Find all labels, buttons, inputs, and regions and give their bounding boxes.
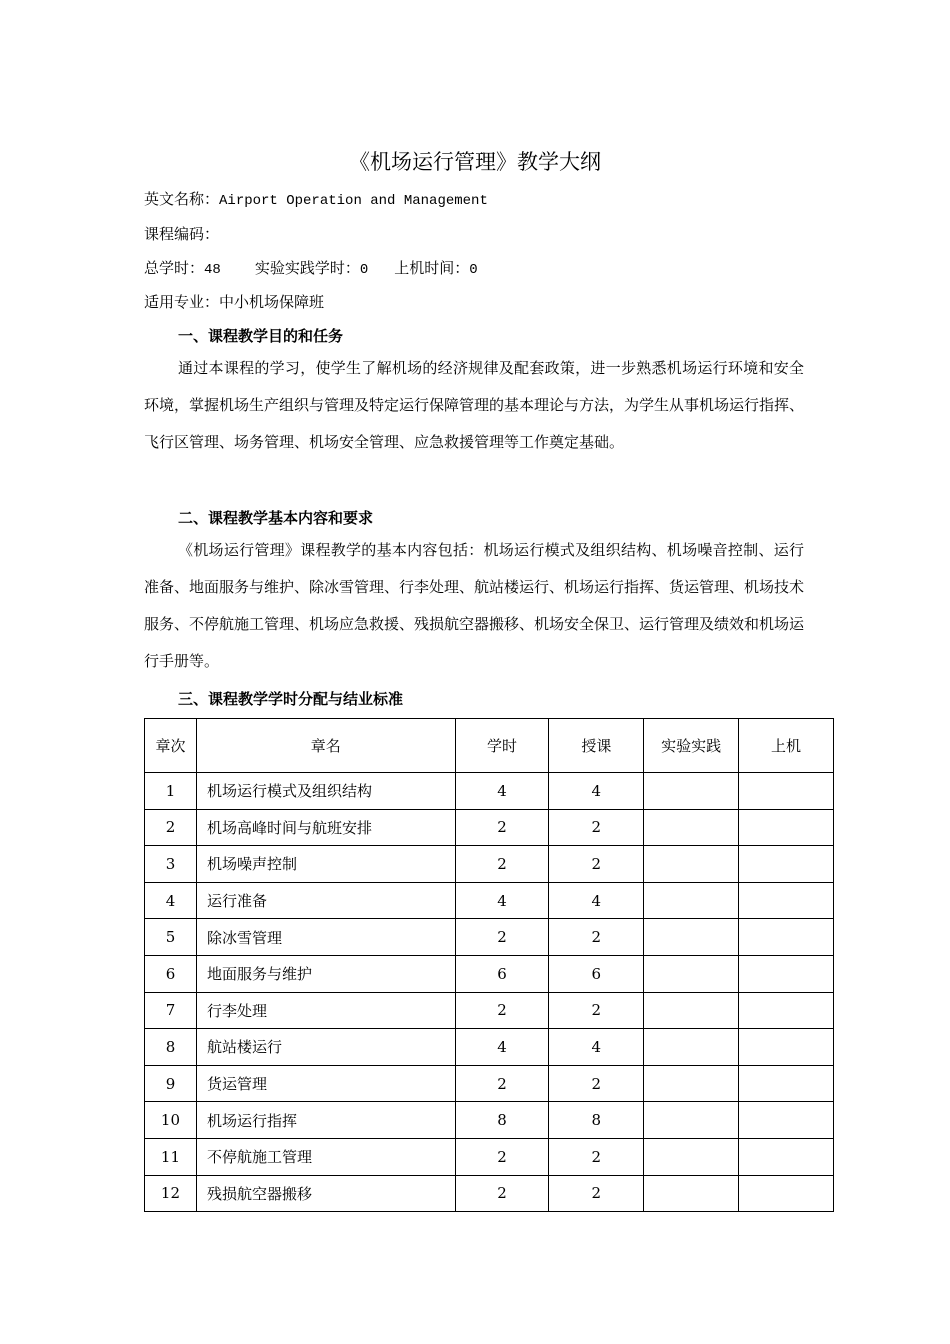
cell-lecture-hours: 2 (549, 1138, 644, 1175)
cell-lecture-hours: 4 (549, 882, 644, 919)
cell-computer-hours (739, 1138, 834, 1175)
cell-computer-hours (739, 1175, 834, 1212)
cell-chapter-name: 机场高峰时间与航班安排 (196, 809, 455, 846)
cell-lab-hours (644, 773, 739, 810)
section-2-text: 《机场运行管理》课程教学的基本内容包括：机场运行模式及组织结构、机场噪音控制、运行准备、地面服务与维护、除冰雪管理、行李处理、航站楼运行、机场运行指挥、货运管理、机场技术服务、不停航施工管理、机场应急救援、残损航空器搬移、机场安全保卫、运行管理及绩效和机场运行手册等。 (144, 541, 805, 670)
cell-chapter-number: 8 (145, 1029, 197, 1066)
cell-hours: 4 (455, 773, 549, 810)
cell-computer-hours (739, 919, 834, 956)
cell-computer-hours (739, 882, 834, 919)
computer-hours-label: 上机时间： (394, 259, 470, 277)
cell-lecture-hours: 2 (549, 992, 644, 1029)
cell-chapter-name: 残损航空器搬移 (196, 1175, 455, 1212)
cell-lecture-hours: 2 (549, 1065, 644, 1102)
lab-hours-label: 实验实践学时： (254, 259, 360, 277)
course-code-label: 课程编码： (144, 225, 220, 243)
cell-lecture-hours: 4 (549, 773, 644, 810)
cell-lecture-hours: 2 (549, 846, 644, 883)
cell-computer-hours (739, 809, 834, 846)
section-2-heading: 二、课程教学基本内容和要求 (178, 509, 374, 527)
cell-chapter-number: 4 (145, 882, 197, 919)
cell-lab-hours (644, 1102, 739, 1139)
cell-computer-hours (739, 773, 834, 810)
hours-line (144, 257, 478, 278)
cell-lecture-hours: 2 (549, 919, 644, 956)
header-chapter: 章次 (145, 719, 197, 773)
section-1-text: 通过本课程的学习，使学生了解机场的经济规律及配套政策，进一步熟悉机场运行环境和安全环境，掌握机场生产组织与管理及特定运行保障管理的基本理论与方法，为学生从事机场运行指挥、飞行区管理、场务管理、机场安全管理、应急救援管理等工作奠定基础。 (144, 359, 805, 451)
cell-chapter-name: 除冰雪管理 (196, 919, 455, 956)
page-title: 《机场运行管理》教学大纲 (349, 150, 601, 174)
cell-lab-hours (644, 992, 739, 1029)
cell-hours: 2 (455, 809, 549, 846)
cell-chapter-number: 9 (145, 1065, 197, 1102)
cell-hours: 4 (455, 1029, 549, 1066)
total-hours-label: 总学时： (144, 259, 205, 277)
cell-hours: 6 (455, 955, 549, 992)
table-row (145, 1138, 834, 1175)
table-row (145, 882, 834, 919)
cell-lab-hours (644, 809, 739, 846)
cell-computer-hours (739, 1065, 834, 1102)
cell-chapter-number: 12 (145, 1175, 197, 1212)
cell-hours: 2 (455, 992, 549, 1029)
cell-chapter-name: 不停航施工管理 (196, 1138, 455, 1175)
cell-lecture-hours: 8 (549, 1102, 644, 1139)
total-hours-value: 48 (204, 262, 221, 278)
cell-lecture-hours: 4 (549, 1029, 644, 1066)
table-row (145, 955, 834, 992)
cell-computer-hours (739, 1029, 834, 1066)
cell-chapter-name: 行李处理 (196, 992, 455, 1029)
cell-chapter-number: 2 (145, 809, 197, 846)
cell-chapter-name: 航站楼运行 (196, 1029, 455, 1066)
cell-computer-hours (739, 955, 834, 992)
cell-hours: 8 (455, 1102, 549, 1139)
cell-hours: 2 (455, 1175, 549, 1212)
english-name-line (144, 188, 488, 209)
table-row (145, 846, 834, 883)
cell-chapter-name: 运行准备 (196, 882, 455, 919)
cell-lab-hours (644, 1175, 739, 1212)
english-name-value: Airport Operation and Management (219, 193, 488, 209)
major-value: 中小机场保障班 (219, 293, 325, 311)
cell-computer-hours (739, 846, 834, 883)
header-lecture: 授课 (549, 719, 644, 773)
major-label: 适用专业： (144, 293, 220, 311)
hours-table (144, 718, 834, 1212)
course-code-line (144, 223, 219, 244)
cell-chapter-number: 3 (145, 846, 197, 883)
cell-lab-hours (644, 919, 739, 956)
cell-chapter-name: 货运管理 (196, 1065, 455, 1102)
header-lab: 实验实践 (644, 719, 739, 773)
cell-lab-hours (644, 1138, 739, 1175)
cell-chapter-name: 机场运行模式及组织结构 (196, 773, 455, 810)
table-row (145, 1175, 834, 1212)
section-3-heading: 三、课程教学学时分配与结业标准 (178, 690, 404, 708)
cell-hours: 2 (455, 846, 549, 883)
cell-lab-hours (644, 1065, 739, 1102)
cell-chapter-number: 1 (145, 773, 197, 810)
table-row (145, 1065, 834, 1102)
table-header-row (145, 719, 834, 773)
table-row (145, 1029, 834, 1066)
table-body (145, 773, 834, 1212)
cell-hours: 2 (455, 919, 549, 956)
cell-lab-hours (644, 882, 739, 919)
table-row (145, 773, 834, 810)
table-row (145, 992, 834, 1029)
cell-lab-hours (644, 1029, 739, 1066)
table-row (145, 919, 834, 956)
lab-hours-value: 0 (359, 262, 369, 278)
cell-lecture-hours: 6 (549, 955, 644, 992)
major-line (144, 291, 324, 312)
cell-computer-hours (739, 1102, 834, 1139)
section-1-heading: 一、课程教学目的和任务 (178, 327, 344, 345)
cell-lab-hours (644, 955, 739, 992)
computer-hours-value: 0 (469, 262, 478, 278)
cell-chapter-number: 5 (145, 919, 197, 956)
cell-chapter-name: 机场运行指挥 (196, 1102, 455, 1139)
cell-hours: 2 (455, 1138, 549, 1175)
cell-chapter-name: 机场噪声控制 (196, 846, 455, 883)
table-row (145, 1102, 834, 1139)
header-chapter-name: 章名 (196, 719, 455, 773)
header-hours: 学时 (455, 719, 549, 773)
cell-chapter-number: 6 (145, 955, 197, 992)
cell-chapter-number: 11 (145, 1138, 197, 1175)
cell-chapter-name: 地面服务与维护 (196, 955, 455, 992)
cell-hours: 2 (455, 1065, 549, 1102)
cell-hours: 4 (455, 882, 549, 919)
cell-lab-hours (644, 846, 739, 883)
cell-chapter-number: 10 (145, 1102, 197, 1139)
table-row (145, 809, 834, 846)
cell-lecture-hours: 2 (549, 1175, 644, 1212)
cell-computer-hours (739, 992, 834, 1029)
header-computer: 上机 (739, 719, 834, 773)
english-name-label: 英文名称： (144, 190, 220, 208)
cell-chapter-number: 7 (145, 992, 197, 1029)
cell-lecture-hours: 2 (549, 809, 644, 846)
